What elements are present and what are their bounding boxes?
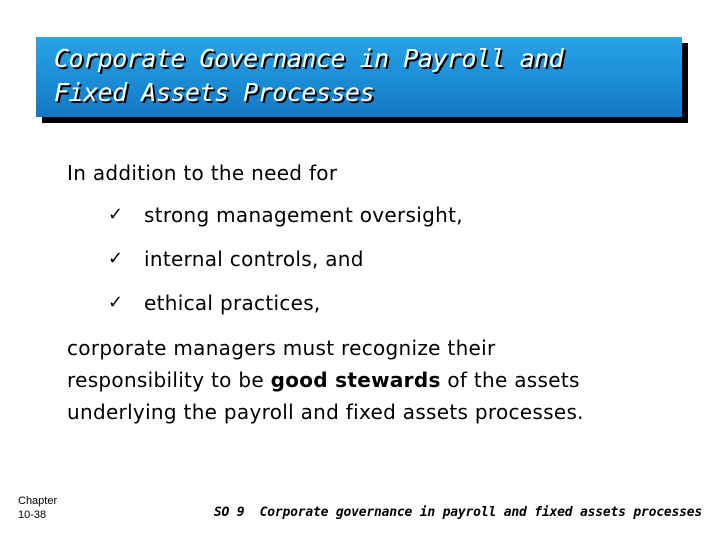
page-number: 10-38	[18, 509, 47, 521]
bullet-text: ethical practices,	[144, 291, 321, 315]
paragraph-text: responsibility to be	[67, 368, 271, 392]
so-text: Corporate governance in payroll and fixed assets processes	[259, 505, 702, 520]
so-label: SO 9	[213, 505, 245, 520]
bullet-text: internal controls, and	[144, 247, 364, 271]
intro-text: In addition to the need for	[67, 161, 338, 185]
paragraph-line-3: underlying the payroll and fixed assets processes.	[67, 400, 584, 424]
study-objective-footer	[214, 505, 702, 520]
checkmark-icon: ✓	[108, 292, 124, 313]
slide-title-line-2: Fixed Assets Processes	[54, 78, 375, 107]
checkmark-icon: ✓	[108, 248, 124, 269]
paragraph-text: of the assets	[440, 368, 580, 392]
chapter-word: Chapter	[18, 495, 58, 507]
body-paragraph	[67, 332, 584, 428]
paragraph-line-2	[67, 368, 580, 392]
checkmark-icon: ✓	[108, 204, 124, 225]
slide-title-line-1: Corporate Governance in Payroll and	[54, 44, 564, 73]
chapter-label	[18, 494, 57, 522]
bullet-text: strong management oversight,	[144, 203, 463, 227]
paragraph-line-1: corporate managers must recognize their	[67, 336, 496, 360]
emphasis-text: good stewards	[270, 368, 441, 392]
title-banner	[36, 37, 682, 117]
